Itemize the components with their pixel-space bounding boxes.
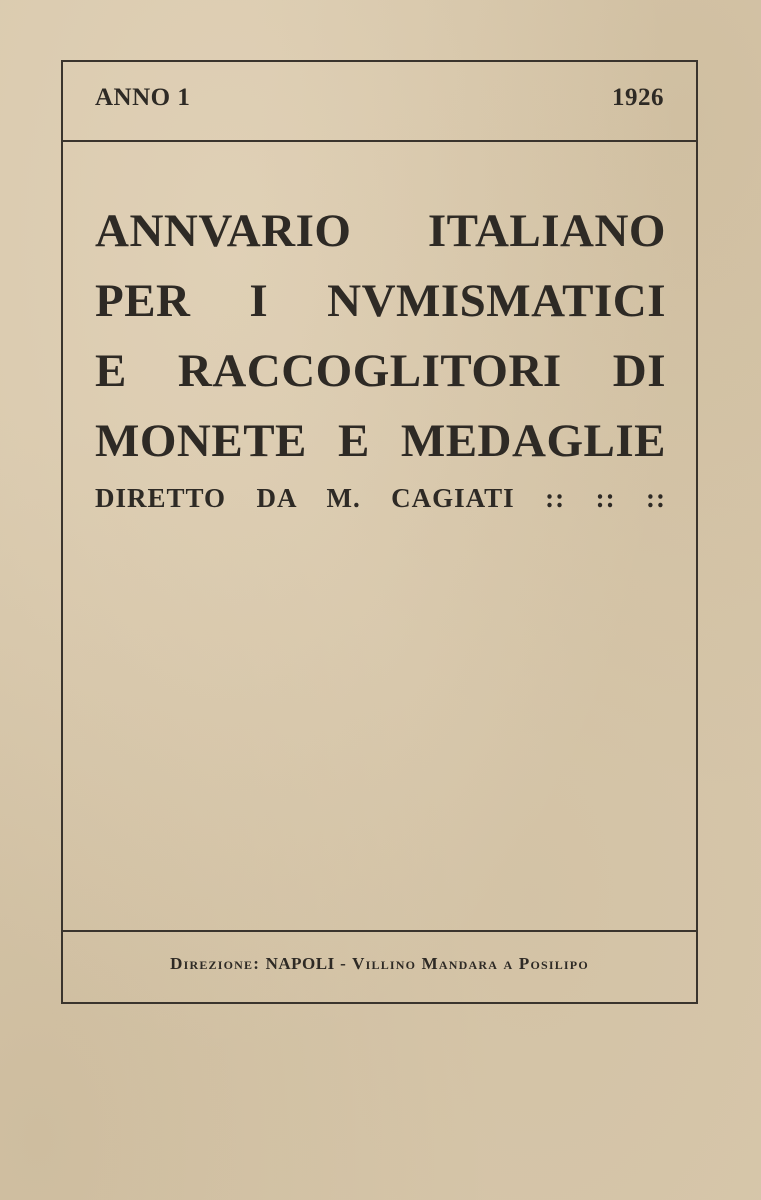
address-street: Villino Mandara a Posilipo (352, 954, 589, 973)
issue-year: 1926 (612, 84, 664, 111)
footer-divider (63, 930, 696, 932)
title-line-4: MONETE E MEDAGLIE (95, 415, 666, 467)
title-line-3: E RACCOGLITORI DI (95, 345, 666, 397)
header-divider (63, 140, 696, 142)
publisher-address (63, 954, 696, 974)
title-line-1: ANNVARIO ITALIANO (95, 205, 666, 257)
address-separator: - (340, 954, 348, 973)
title-block (95, 196, 666, 518)
editor-line: DIRETTO DA M. CAGIATI :: :: :: (95, 483, 666, 513)
cover-frame (61, 60, 698, 1004)
issue-label: ANNO 1 (95, 84, 191, 111)
address-label: Direzione: (170, 954, 261, 973)
cover-header (95, 84, 664, 120)
address-city: NAPOLI (265, 954, 335, 973)
title-line-2: PER I NVMISMATICI (95, 275, 666, 327)
